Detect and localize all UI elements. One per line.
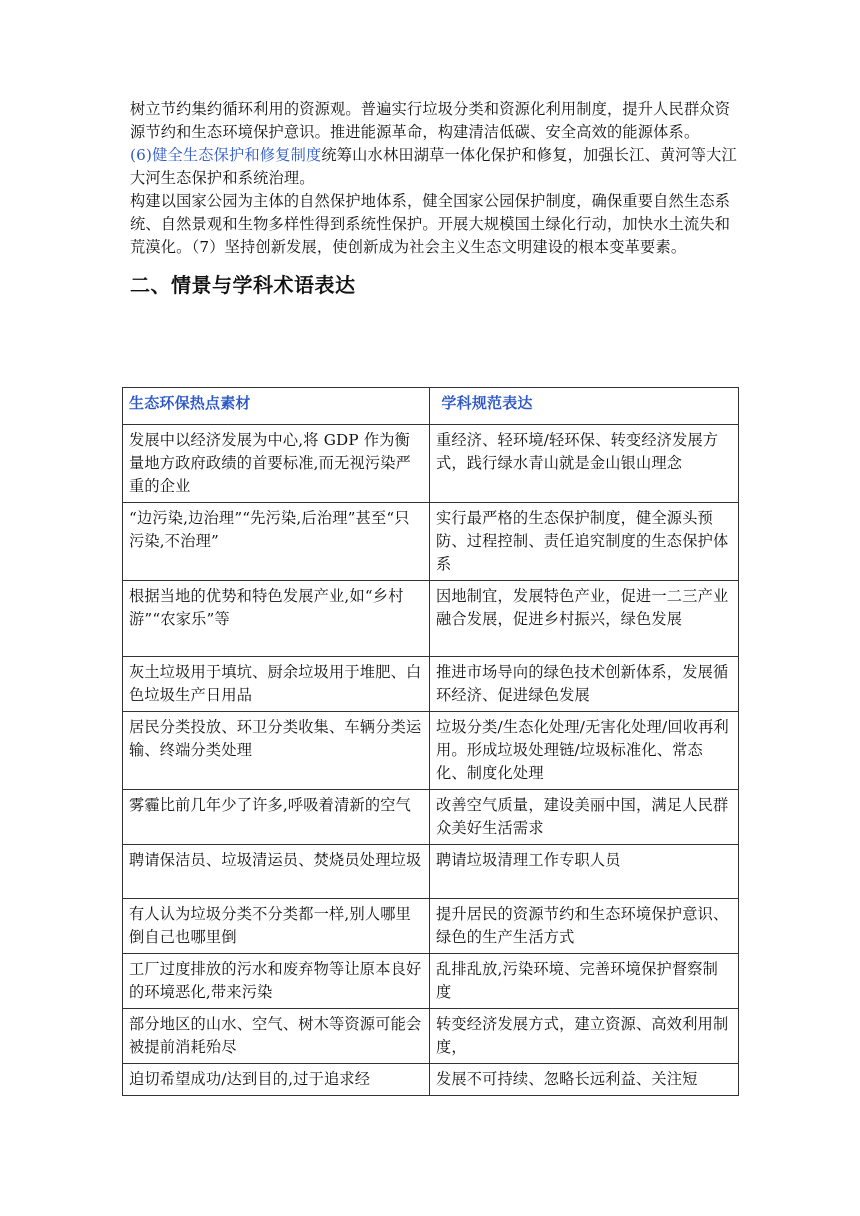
expression-cell: 转变经济发展方式，建立资源、高效利用制度， [430,1009,739,1064]
material-cell: 发展中以经济发展为中心,将 GDP 作为衡量地方政府政绩的首要标准,而无视污染严重的企业 [123,425,430,503]
material-cell: 居民分类投放、环卫分类收集、车辆分类运输、终端分类处理 [123,712,430,790]
paragraph-ecological-protection [130,144,740,190]
expression-cell: 重经济、轻环境/轻环保、转变经济发展方式，践行绿水青山就是金山银山理念 [430,425,739,503]
table-row [123,899,739,954]
material-cell: 灰土垃圾用于填坑、厨余垃圾用于堆肥、白色垃圾生产日用品 [123,657,430,712]
expression-cell: 乱排乱放,污染环境、完善环境保护督察制度 [430,954,739,1009]
table-row [123,712,739,790]
table-row [123,954,739,1009]
expression-cell: 因地制宜，发展特色产业，促进一二三产业融合发展，促进乡村振兴，绿色发展 [430,581,739,657]
table-row [123,581,739,657]
material-cell: 聘请保洁员、垃圾清运员、焚烧员处理垃圾 [123,845,430,899]
expression-cell: 垃圾分类/生态化处理/无害化处理/回收再利用。形成垃圾处理链/垃圾标准化、常态化、制度化处理 [430,712,739,790]
section-6-text: 统筹山水林田湖草一体化保护和修复，加强长江、黄河等大江大河生态保护和系统治理。 [130,146,737,187]
paragraph-national-park: 构建以国家公园为主体的自然保护地体系，健全国家公园保护制度，确保重要自然生态系统、自然景观和生物多样性得到系统性保护。开展大规模国土绿化行动，加快水土流失和荒漠化。（7）坚持创新发展，使创新成为社会主义生态文明建设的根本变革要素。 [130,192,731,256]
expression-cell: 实行最严格的生态保护制度，健全源头预防、过程控制、责任追究制度的生态保护体系 [430,503,739,581]
section-heading: 二、情景与学科术语表达 [130,273,356,297]
terms-table [122,387,739,1096]
material-cell: 雾霾比前几年少了许多,呼吸着清新的空气 [123,790,430,845]
expression-cell: 聘请垃圾清理工作专职人员 [430,845,739,899]
section-6-link[interactable]: (6)健全生态保护和修复制度 [130,146,322,164]
table-row [123,657,739,712]
table-row [123,503,739,581]
table-header-row [123,388,739,425]
material-cell: 部分地区的山水、空气、树木等资源可能会被提前消耗殆尽 [123,1009,430,1064]
expression-cell: 推进市场导向的绿色技术创新体系，发展循环经济、促进绿色发展 [430,657,739,712]
material-cell: “边污染,边治理”“先污染,后治理”甚至“只污染,不治理” [123,503,430,581]
material-cell: 工厂过度排放的污水和废弃物等让原本良好的环境恶化,带来污染 [123,954,430,1009]
document-body [130,98,740,299]
table-row [123,425,739,503]
material-cell: 有人认为垃圾分类不分类都一样,别人哪里倒自己也哪里倒 [123,899,430,954]
table-row [123,1064,739,1096]
expression-cell: 发展不可持续、忽略长远利益、关注短 [430,1064,739,1096]
material-cell: 迫切希望成功/达到目的,过于追求经 [123,1064,430,1096]
table-row [123,845,739,899]
expression-cell: 提升居民的资源节约和生态环境保护意识、绿色的生产生活方式 [430,899,739,954]
header-standard-expression: 学科规范表达 [430,388,739,425]
expression-cell: 改善空气质量，建设美丽中国，满足人民群众美好生活需求 [430,790,739,845]
header-hot-material: 生态环保热点素材 [123,388,430,425]
table-row [123,790,739,845]
material-cell: 根据当地的优势和特色发展产业,如“乡村游”“农家乐”等 [123,581,430,657]
paragraph-resource-view: 树立节约集约循环利用的资源观。普遍实行垃圾分类和资源化利用制度，提升人民群众资源节约和生态环境保护意识。推进能源革命，构建清洁低碳、安全高效的能源体系。 [130,100,731,141]
table-row [123,1009,739,1064]
